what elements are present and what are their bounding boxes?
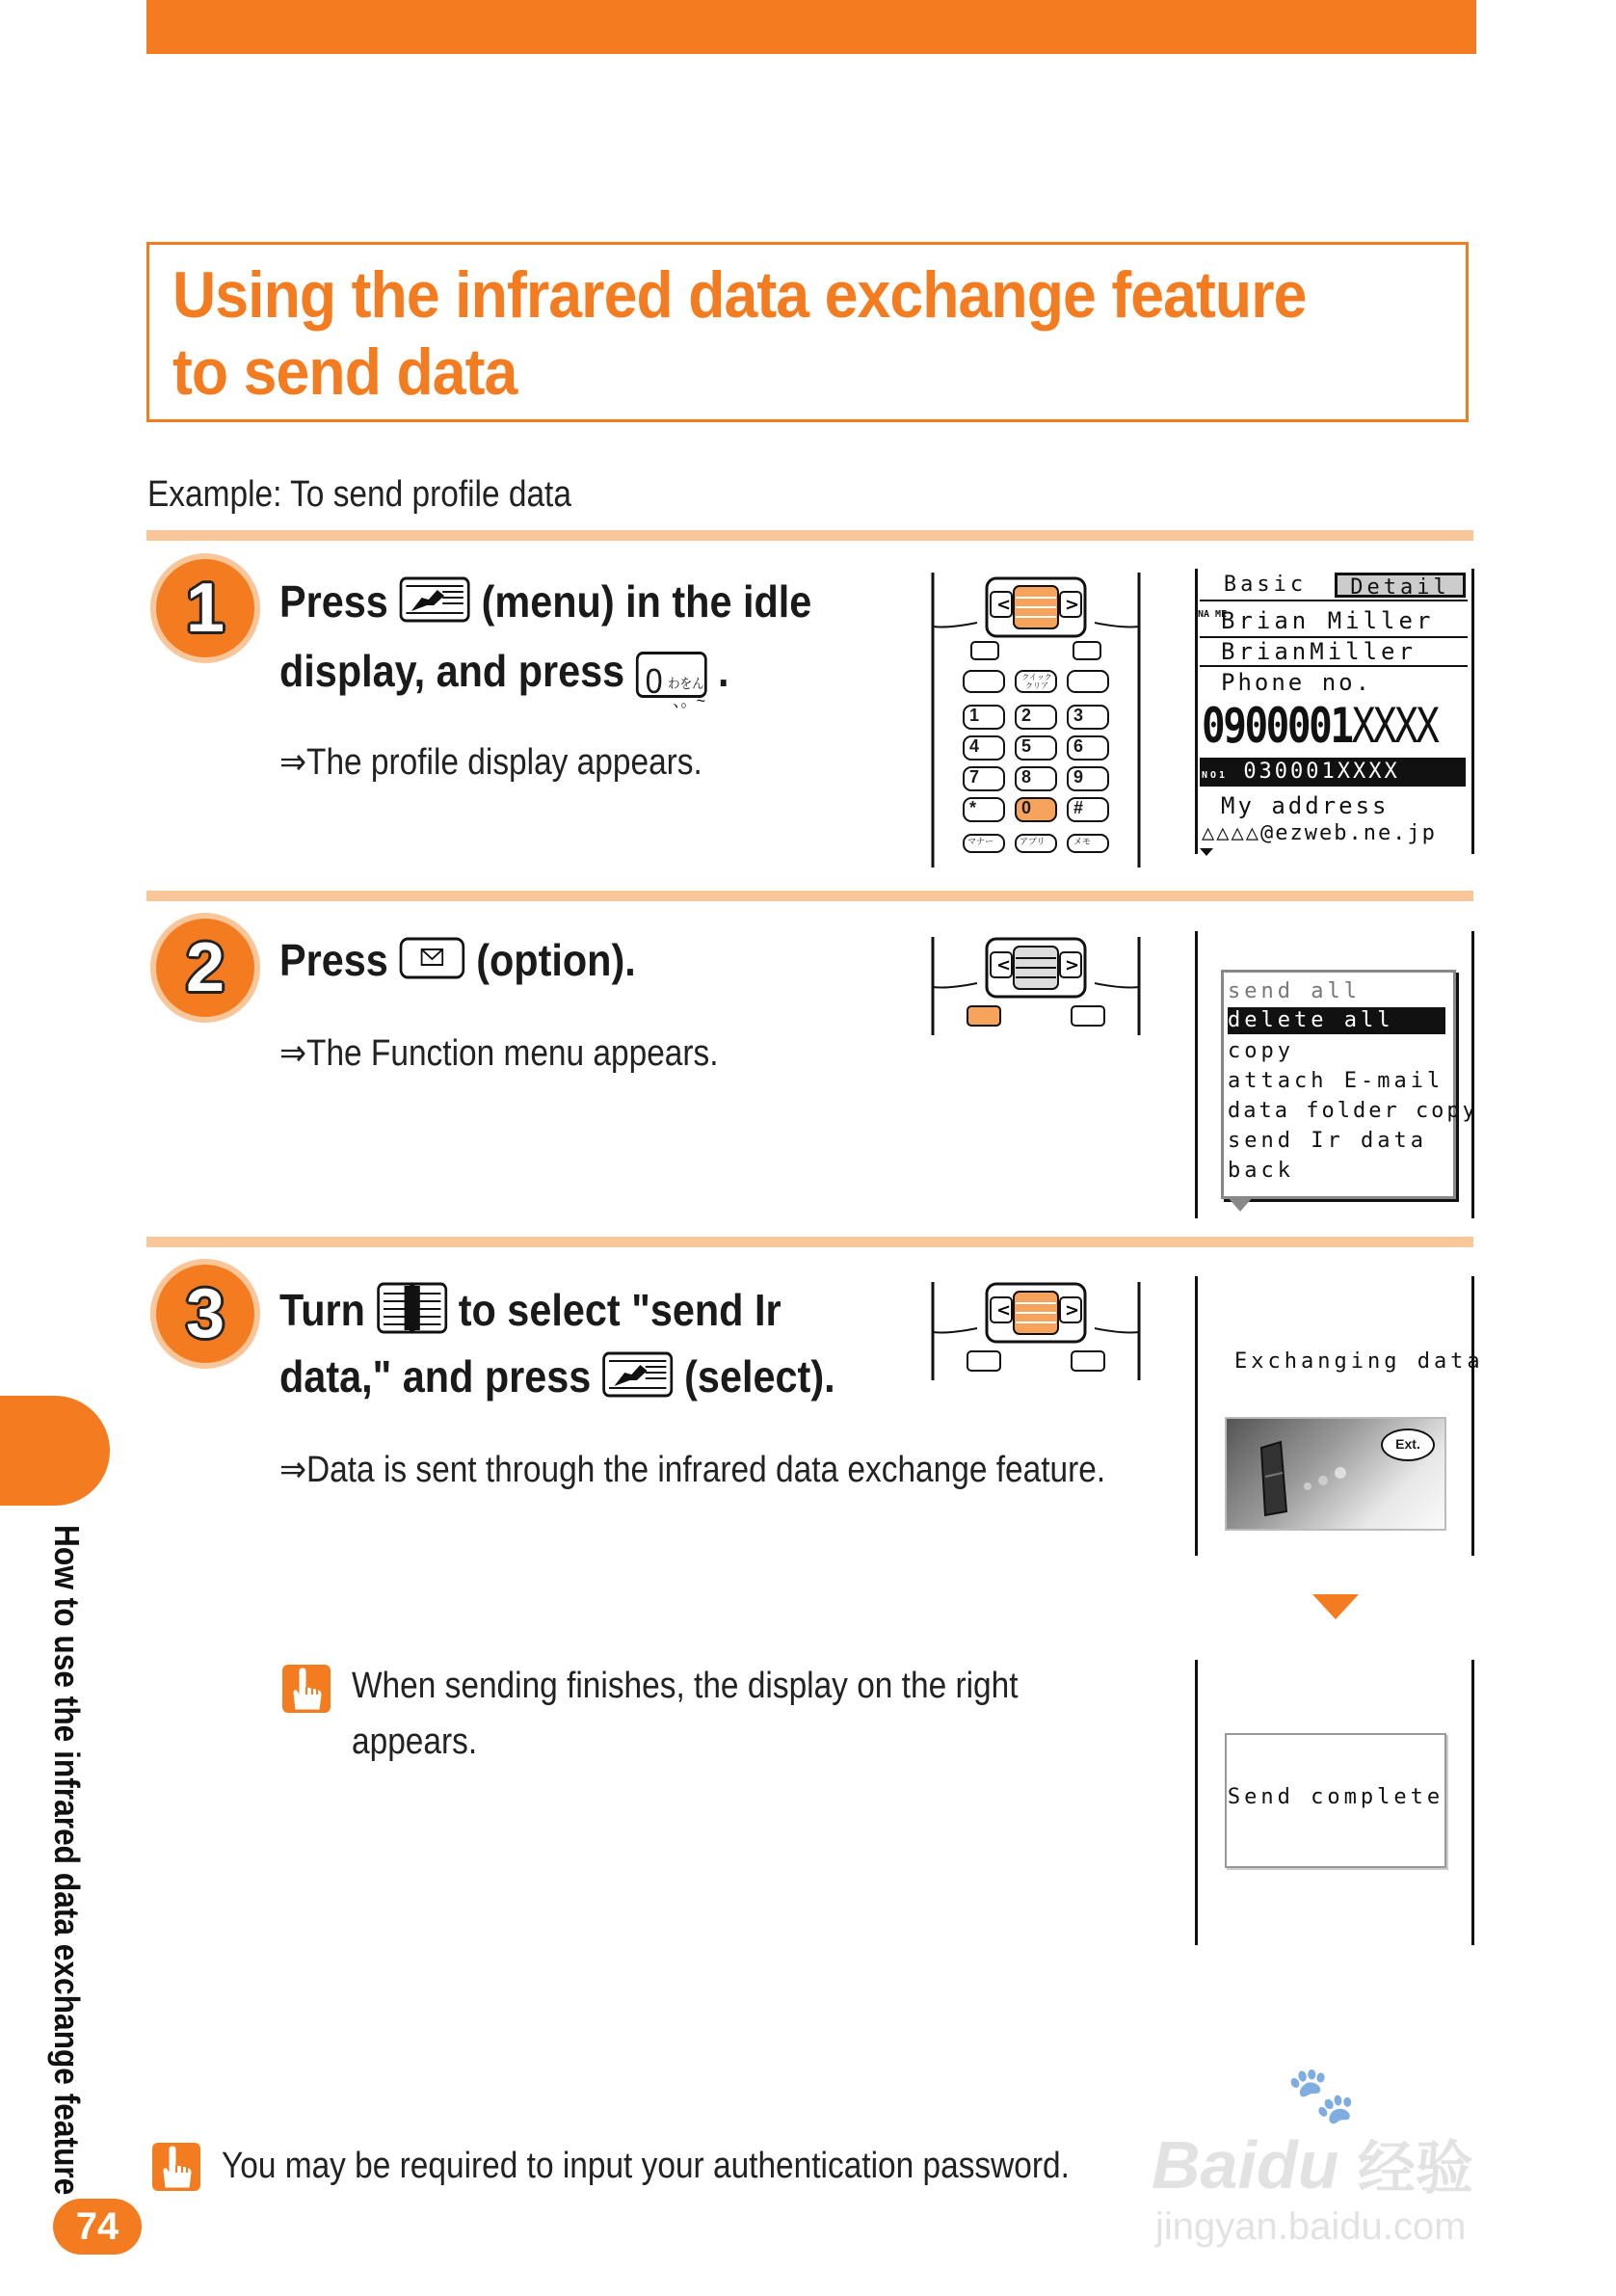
menu-item-back[interactable]: back: [1228, 1159, 1294, 1183]
password-note: You may be required to input your authentication password.: [222, 2146, 1070, 2186]
svg-text:<: <: [996, 955, 1012, 975]
phone-nav-illustration-3: [929, 1278, 1143, 1384]
step-1-text-a: Press: [279, 576, 388, 627]
zero-key-digit: 0: [645, 660, 663, 701]
title-line-1: Using the infrared data exchange feature: [172, 258, 1307, 332]
watermark-url: jingyan.baidu.com: [1155, 2205, 1467, 2248]
popup-pointer: [1227, 1196, 1254, 1212]
section-title-box: [146, 242, 1469, 422]
menu-key-icon: [399, 574, 470, 636]
baidu-watermark: [1152, 2063, 1556, 2256]
key-6: 6: [1073, 736, 1084, 756]
key-9: 9: [1073, 767, 1084, 787]
step-3-text-b: to select "send Ir: [458, 1285, 782, 1336]
menu-item-delete-all[interactable]: delete all: [1228, 1007, 1445, 1034]
menu-item-data-folder-copy[interactable]: data folder copy: [1228, 1099, 1478, 1123]
pointing-hand-icon-2: [151, 2142, 201, 2197]
side-section-title-text: How to use the infrared data exchange feature: [47, 1525, 87, 2196]
function-menu-screen: [1195, 931, 1478, 1218]
step-2-text-b: (option).: [476, 935, 636, 985]
svg-text:>: >: [1065, 955, 1080, 975]
pointing-hand-icon-1: [281, 1664, 331, 1719]
exchanging-screen: [1195, 1276, 1484, 1556]
step-3-instruction-line1: [279, 1280, 782, 1348]
zero-key-kana: わをん: [667, 675, 704, 691]
phone-highlight-row[interactable]: [1200, 758, 1466, 787]
step-2-text-a: Press: [279, 935, 388, 985]
step-1-result: ⇒The profile display appears.: [279, 742, 702, 783]
address-value: △△△△@ezweb.ne.jp: [1202, 821, 1437, 845]
divider-step3: [146, 1237, 1473, 1247]
exchange-animation: [1225, 1417, 1446, 1531]
step-3-number: 3: [185, 1275, 225, 1352]
finish-note: [352, 1658, 1019, 1770]
exchanging-label: Exchanging data: [1234, 1349, 1484, 1374]
header-bar: [146, 0, 1476, 54]
scroll-down-icon: [1200, 848, 1213, 856]
send-complete-label: Send complete: [1227, 1785, 1444, 1809]
key-manner-label: マナー: [967, 837, 994, 846]
ext-badge: Ext.: [1381, 1428, 1435, 1461]
watermark-brand: [1152, 2122, 1473, 2205]
key-3: 3: [1073, 706, 1084, 725]
tab-detail[interactable]: Detail: [1335, 573, 1466, 598]
menu-item-attach-email[interactable]: attach E-mail: [1228, 1069, 1444, 1093]
step-1-text-b: (menu) in the idle: [481, 576, 812, 627]
side-tab-marker: [0, 1396, 110, 1506]
section-title: [172, 256, 1306, 411]
step-1-badge: [156, 559, 254, 657]
reading-divider: [1200, 665, 1468, 667]
function-menu-popup: [1221, 970, 1478, 1199]
profile-screen: [1195, 569, 1474, 854]
address-label: My address: [1221, 792, 1390, 819]
zero-key-marks: 、。~: [673, 690, 706, 710]
key-star: *: [969, 798, 977, 817]
divider-step2: [146, 891, 1473, 901]
profile-reading: BrianMiller: [1221, 638, 1417, 665]
side-section-title: [48, 1525, 87, 2200]
key-1: 1: [969, 706, 980, 725]
tab-divider: [1200, 600, 1468, 601]
step-3-text-a: Turn: [279, 1285, 365, 1336]
key-8: 8: [1021, 767, 1032, 787]
key-7: 7: [969, 767, 980, 787]
jog-dial-icon: [376, 1280, 447, 1348]
key-2: 2: [1021, 706, 1032, 725]
finish-note-line1: When sending finishes, the display on the right: [352, 1666, 1019, 1706]
phone-big: [1202, 698, 1437, 754]
phone-highlight-value: 030001XXXX: [1243, 760, 1400, 784]
phone-big-tail: XXXX: [1351, 698, 1438, 754]
select-key-icon: [602, 1349, 674, 1411]
menu-item-copy[interactable]: copy: [1228, 1039, 1294, 1063]
complete-dialog: [1225, 1733, 1446, 1868]
step-3-instruction-line2: [279, 1349, 835, 1411]
page-number: 74: [53, 2199, 142, 2255]
step-3-text-c: data," and press: [279, 1351, 592, 1402]
step-2-number: 2: [185, 929, 225, 1006]
key-5: 5: [1021, 736, 1032, 756]
key-appli-label: アプリ: [1020, 837, 1046, 846]
step-2-badge: [156, 919, 254, 1017]
no1-icon: NO1: [1202, 770, 1229, 781]
arrow-down-icon: [1312, 1594, 1359, 1619]
divider-step1: [146, 530, 1473, 541]
example-caption: Example: To send profile data: [147, 474, 571, 515]
name-icon: NA ME: [1198, 609, 1228, 620]
step-2-result: ⇒The Function menu appears.: [279, 1033, 719, 1074]
watermark-cn: 经验: [1357, 2136, 1473, 2201]
step-1-instruction-line1: [279, 574, 811, 636]
step-2-instruction-line1: [279, 933, 636, 991]
key-hash: #: [1073, 798, 1084, 817]
phone-keypad-illustration: [929, 569, 1143, 868]
step-3-text-d: (select).: [684, 1351, 835, 1402]
complete-screen: [1195, 1660, 1474, 1945]
watermark-brand-part2: du: [1256, 2127, 1339, 2203]
step-3-badge: [156, 1265, 254, 1363]
menu-item-send-all[interactable]: send all: [1228, 979, 1361, 1003]
step-1-text-d: .: [717, 646, 729, 696]
keypad-svg: [929, 569, 1143, 868]
step-1-text-c: display, and press: [279, 646, 625, 696]
tab-basic[interactable]: Basic: [1223, 573, 1308, 597]
watermark-brand-part1: Bai: [1152, 2127, 1257, 2203]
paw-icon: 🐾: [1286, 2064, 1357, 2126]
phone-big-digits: 0900001: [1202, 698, 1352, 754]
zero-key-icon: [636, 652, 707, 710]
svg-text:<: <: [996, 595, 1012, 615]
step-3-result: ⇒Data is sent through the infrared data exchange feature.: [279, 1450, 1106, 1490]
menu-item-send-ir-data[interactable]: send Ir data: [1228, 1129, 1427, 1153]
key-0: 0: [1021, 798, 1032, 817]
title-line-2: to send data: [172, 335, 517, 409]
svg-text:>: >: [1065, 1300, 1080, 1321]
step-1-number: 1: [185, 570, 225, 647]
finish-note-line2: appears.: [352, 1722, 478, 1762]
key-memo-label: メモ: [1073, 837, 1092, 846]
step-1-instruction-line2: [279, 644, 729, 710]
svg-text:<: <: [996, 1300, 1012, 1321]
mail-key-icon: [399, 937, 464, 991]
quick-clear-label: クイック クリア: [1021, 673, 1052, 690]
key-4: 4: [969, 736, 980, 756]
phone-label: Phone no.: [1221, 669, 1373, 696]
svg-text:>: >: [1065, 595, 1080, 615]
phone-nav-illustration-2: [929, 933, 1143, 1039]
profile-name: Brian Miller: [1221, 607, 1435, 634]
